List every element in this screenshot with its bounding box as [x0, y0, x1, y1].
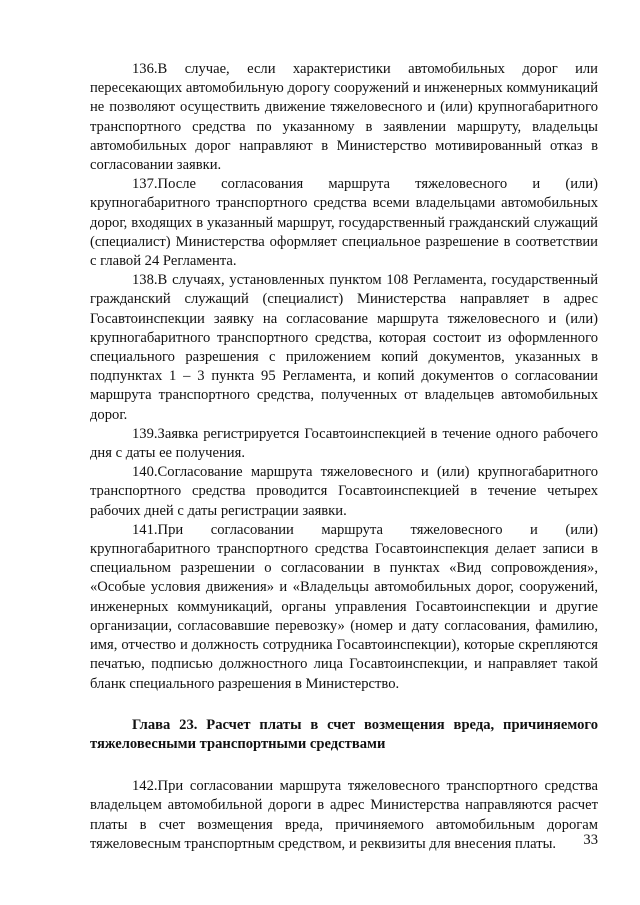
paragraph-142: 142.При согласовании маршрута тяжеловесного транспортного средства владельцем автомобильной дороги в адрес Министерства направляются расчет платы в счет возмещения вреда, причиняемого автомобильным дорогам тяжеловесным транспортным средством, и реквизиты для внесения платы.: [90, 778, 598, 852]
chapter-heading: Глава 23. Расчет платы в счет возмещения вреда, причиняемого тяжеловесными транспортными средствами: [90, 716, 598, 752]
document-page: [90, 60, 598, 854]
page-number: 33: [583, 832, 598, 848]
paragraph-141: 141.При согласовании маршрута тяжеловесного и (или) крупногабаритного транспортного средства Госавтоинспекция делает записи в специальном разрешении о согласовании в пунктах «Вид сопровождения», «Особые условия движения» и «Владельцы автомобильных дорог, сооружений, инженерных коммуникаций, органы управления Госавтоинспекции и другие организации, согласовавшие перевозку» (номер и дату согласования, фамилию, имя, отчество и должность сотрудника Госавтоинспекции), которые скрепляются печатью, подписью должностного лица Госавтоинспекции, и направляет такой бланк специального разрешения в Министерство.: [90, 521, 598, 692]
paragraph-139: 139.Заявка регистрируется Госавтоинспекцией в течение одного рабочего дня с даты ее получения.: [90, 425, 598, 462]
paragraph-136: 136.В случае, если характеристики автомобильных дорог или пересекающих автомобильную дорогу сооружений и инженерных коммуникаций не позволяют осуществить движение тяжеловесного и (или) крупногабаритного транспортного средства по указанному в заявлении маршруту, владельцы автомобильных дорог направляют в Министерство мотивированный отказ в согласовании заявки.: [90, 61, 598, 174]
paragraph-137: 137.После согласования маршрута тяжеловесного и (или) крупногабаритного транспортного средства всеми владельцами автомобильных дорог, входящих в указанный маршрут, государственный гражданский служащий (специалист) Министерства оформляет специальное разрешение в соответствии с главой 24 Регламента.: [90, 176, 598, 270]
paragraph-138: 138.В случаях, установленных пунктом 108 Регламента, государственный гражданский служащий (специалист) Министерства направляет в адрес Госавтоинспекции заявку на согласование маршрута тяжеловесного и (или) крупногабаритного транспортного средства, которая состоит из оформленного специального разрешения с приложением копий документов, указанных в подпунктах 1 – 3 пункта 95 Регламента, и копий документов о согласовании маршрута транспортного средства, полученных от владельцев автомобильных дорог.: [90, 272, 598, 423]
paragraph-140: 140.Согласование маршрута тяжеловесного и (или) крупногабаритного транспортного средства проводится Госавтоинспекцией в течение четырех рабочих дней с даты регистрации заявки.: [90, 464, 598, 519]
